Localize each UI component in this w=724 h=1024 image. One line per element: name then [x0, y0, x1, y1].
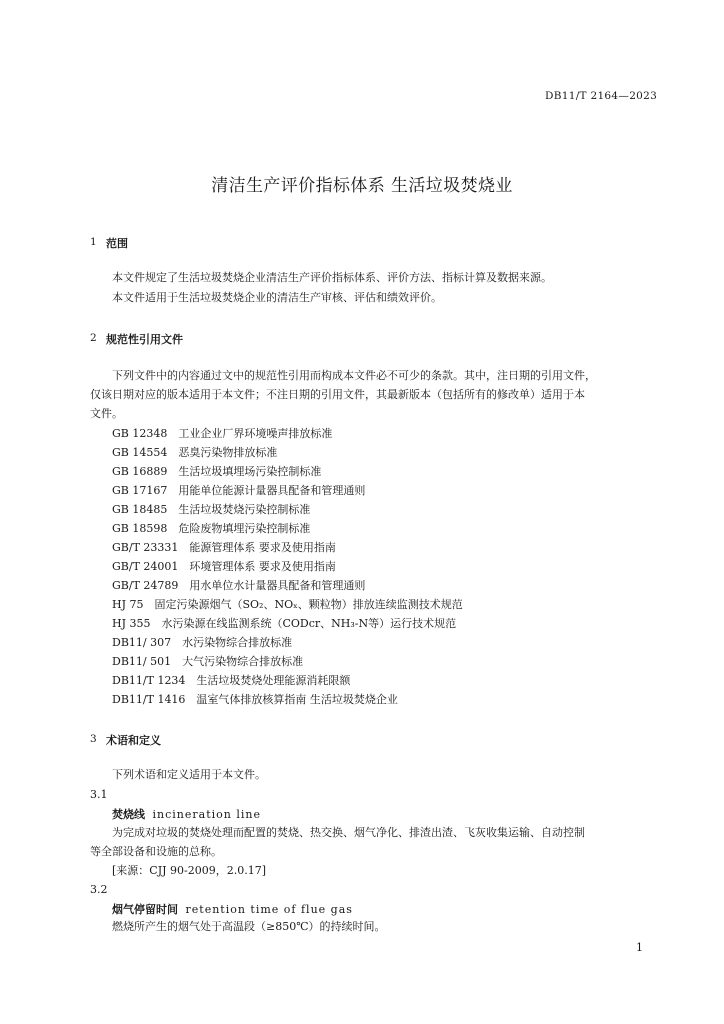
section-2-intro-line-2: 仅该日期对应的版本适用于本文件；不注日期的引用文件，其最新版本（包括所有的修改单）适用于本 — [90, 388, 585, 401]
section-1-title: 范围 — [106, 237, 128, 250]
page-number: 1 — [636, 941, 643, 954]
term-definition-line-1: 燃烧所产生的烟气处于高温段（≥850℃）的持续时间。 — [112, 920, 386, 933]
section-1-para-2: 本文件适用于生活垃圾焚烧企业的清洁生产审核、评估和绩效评价。 — [112, 291, 442, 304]
term-heading — [112, 901, 353, 917]
section-2-intro-line-1: 下列文件中的内容通过文中的规范性引用而构成本文件必不可少的条款。其中，注日期的引用文件， — [112, 369, 596, 382]
term-definition-line-2: 等全部设备和设施的总称。 — [90, 845, 222, 858]
section-2-number: 2 — [90, 332, 97, 344]
normative-ref-item: GB 17167 用能单位能源计量器具配备和管理通则 — [112, 484, 366, 497]
normative-ref-item: HJ 355 水污染源在线监测系统（CODcr、NH₃-N等）运行技术规范 — [112, 617, 457, 630]
normative-ref-item: GB 12348 工业企业厂界环境噪声排放标准 — [112, 427, 333, 440]
term-en: incineration line — [152, 808, 261, 821]
normative-ref-item: DB11/T 1234 生活垃圾焚烧处理能源消耗限额 — [112, 674, 351, 687]
section-3-title: 术语和定义 — [106, 734, 161, 747]
term-heading — [112, 806, 261, 822]
normative-ref-item: GB/T 23331 能源管理体系 要求及使用指南 — [112, 541, 336, 554]
term-en: retention time of flue gas — [185, 903, 353, 916]
section-2-intro-line-3: 文件。 — [90, 407, 123, 420]
section-3-number: 3 — [90, 733, 97, 745]
term-source: [来源：CJJ 90-2009，2.0.17] — [112, 864, 267, 877]
section-1-number: 1 — [90, 236, 97, 248]
section-2-title: 规范性引用文件 — [106, 333, 183, 346]
section-1-para-1: 本文件规定了生活垃圾焚烧企业清洁生产评价指标体系、评价方法、指标计算及数据来源。 — [112, 271, 552, 284]
standard-code: DB11/T 2164—2023 — [545, 90, 658, 102]
normative-ref-item: GB 18598 危险废物填埋污染控制标准 — [112, 522, 311, 535]
normative-ref-item: GB 18485 生活垃圾焚烧污染控制标准 — [112, 503, 311, 516]
normative-ref-item: GB/T 24001 环境管理体系 要求及使用指南 — [112, 560, 336, 573]
normative-ref-item: GB 14554 恶臭污染物排放标准 — [112, 446, 278, 459]
term-cn: 烟气停留时间 — [112, 903, 178, 916]
section-3-intro: 下列术语和定义适用于本文件。 — [112, 768, 266, 781]
normative-ref-item: GB 16889 生活垃圾填埋场污染控制标准 — [112, 465, 322, 478]
term-number: 3.1 — [90, 788, 108, 801]
document-title: 清洁生产评价指标体系 生活垃圾焚烧业 — [211, 176, 513, 196]
term-cn: 焚烧线 — [112, 808, 145, 821]
term-definition-line-1: 为完成对垃圾的焚烧处理而配置的焚烧、热交换、烟气净化、排渣出渣、飞灰收集运输、自动控制 — [112, 826, 585, 839]
normative-ref-item: DB11/T 1416 温室气体排放核算指南 生活垃圾焚烧企业 — [112, 693, 398, 706]
normative-ref-item: DB11/ 307 水污染物综合排放标准 — [112, 636, 293, 649]
normative-ref-item: HJ 75 固定污染源烟气（SO₂、NOₓ、颗粒物）排放连续监测技术规范 — [112, 598, 463, 611]
term-number: 3.2 — [90, 883, 108, 896]
normative-ref-item: GB/T 24789 用水单位水计量器具配备和管理通则 — [112, 579, 366, 592]
normative-ref-item: DB11/ 501 大气污染物综合排放标准 — [112, 655, 304, 668]
